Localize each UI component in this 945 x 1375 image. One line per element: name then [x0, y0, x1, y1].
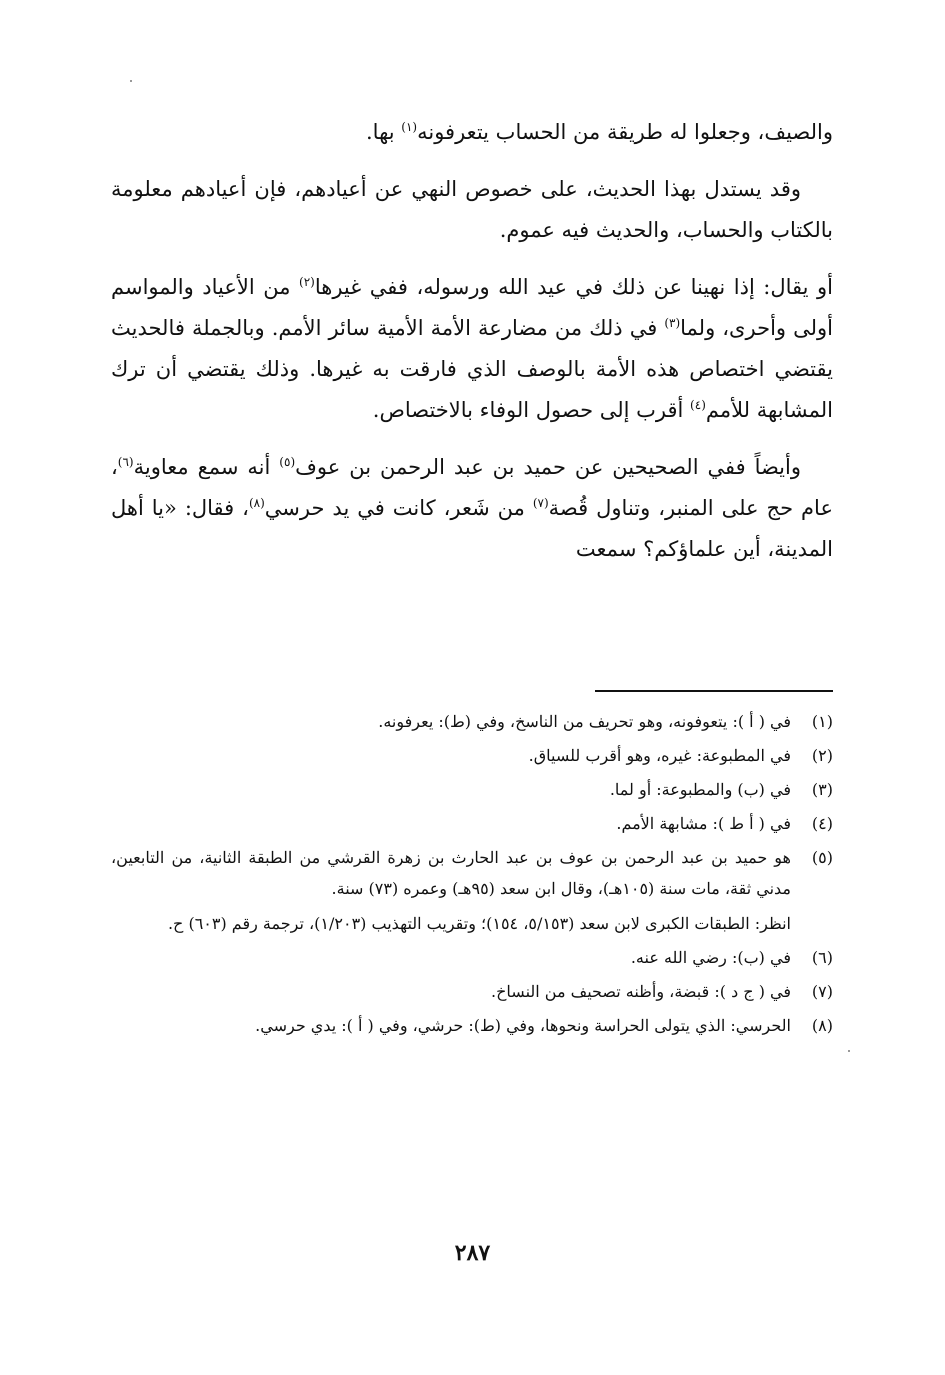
footnote-ref: (٧) — [532, 496, 549, 510]
footnote — [111, 942, 833, 973]
footnote — [111, 1010, 833, 1041]
footnote-ref: (٦) — [117, 455, 134, 469]
paragraph-1 — [111, 112, 833, 153]
footnote-number — [791, 908, 833, 939]
footnote — [111, 808, 833, 839]
footnote-number: (٢) — [811, 746, 833, 765]
paragraph-4 — [111, 447, 833, 570]
text-run: أو يقال: إذا نهينا عن ذلك في عيد الله ورسوله، ففي غيرها — [314, 275, 834, 299]
footnote-ref: (١) — [401, 120, 418, 134]
text-run: بها. — [366, 120, 402, 144]
footnote-text: في ( ج د ): قبضة، وأظنه تصحيف من النساخ. — [491, 982, 791, 1001]
footnote-text: في (ب): رضي الله عنه. — [630, 948, 791, 967]
text-run: من شَعر، كانت في يد حرسي — [264, 496, 533, 520]
footnote — [111, 740, 833, 771]
footnote-number: (٣) — [811, 780, 833, 799]
text-run: أقرب إلى حصول الوفاء بالاختصاص. — [372, 398, 691, 422]
footnote-ref: (٤) — [690, 398, 706, 412]
footnote-ref: (٣) — [664, 316, 681, 330]
footnote-text: انظر: الطبقات الكبرى لابن سعد (٥/١٥٣، ١٥٤)؛ وتقريب التهذيب (١/٢٠٣)، ترجمة رقم (٦٠٣) ح. — [167, 914, 791, 933]
footnote — [111, 976, 833, 1007]
footnote-divider — [595, 690, 833, 692]
footnote-text: هو حميد بن عبد الرحمن بن عوف بن عبد الحارث بن زهرة القرشي من الطبقة الثانية، من التابعين، مدني ثقة، مات سنة (١٠٥هـ)، وقال ابن سعد (٩٥هـ) وعمره (٧٣) سنة. — [111, 848, 791, 898]
footnote-number: (٧) — [811, 982, 833, 1001]
page-number: ٢٨٧ — [454, 1240, 491, 1266]
text-run: من الأعياد والمواسم أولى وأحرى، ولما — [111, 275, 833, 340]
footnote-ref: (٨) — [248, 496, 265, 510]
footnote-continuation — [111, 908, 833, 939]
footnote-text: في المطبوعة: غيره، وهو أقرب للسياق. — [528, 746, 791, 765]
text-run: ، عام حج على المنبر، وتناول قُصة — [111, 455, 833, 520]
footnote-text: في ( أ ط ): مشابهة الأمم. — [616, 814, 791, 833]
text-run: وأيضاً ففي الصحيحين عن حميد بن عبد الرحمن بن عوف — [295, 455, 801, 479]
scan-speck — [848, 1050, 850, 1052]
footnote — [111, 706, 833, 737]
footnote — [111, 774, 833, 805]
footnote-number: (٦) — [811, 948, 833, 967]
text-run: والصيف، وجعلوا له طريقة من الحساب يتعرفونه — [417, 120, 833, 144]
footnote-number: (٥) — [811, 848, 833, 867]
text-run: أنه سمع معاوية — [133, 455, 280, 479]
footnote-text: الحرسي: الذي يتولى الحراسة ونحوها، وفي (ط): حرشي، وفي ( أ ): يدي حرسي. — [255, 1016, 791, 1035]
text-run: ، فقال: «يا أهل المدينة، أين علماؤكم؟ سمعت — [111, 496, 833, 561]
footnote-ref: (٥) — [279, 455, 296, 469]
footnote-number: (٨) — [811, 1016, 833, 1035]
main-text — [111, 112, 833, 570]
text-run: في ذلك من مضارعة الأمة الأمية سائر الأمم. وبالجملة فالحديث يقتضي اختصاص هذه الأمة بالوصف الذي فارقت به غيرها. وذلك يقتضي أن ترك المشابهة للأمم — [111, 316, 833, 422]
paragraph-2: وقد يستدل بهذا الحديث، على خصوص النهي عن أعيادهم، فإن أعيادهم معلومة بالكتاب والحساب، والحديث فيه عموم. — [111, 177, 833, 242]
footnote-number: (٤) — [811, 814, 833, 833]
footnote-ref: (٢) — [299, 275, 315, 289]
scan-speck — [130, 80, 132, 82]
footnote-text: في (ب) والمطبوعة: أو لما. — [609, 780, 791, 799]
footnote-text: في ( أ ): يتعوفونه، وهو تحريف من الناسخ، وفي (ط): يعرفونه. — [378, 712, 791, 731]
footnote — [111, 842, 833, 904]
paragraph-3 — [111, 267, 833, 431]
footnotes — [111, 706, 833, 1044]
footnote-number: (١) — [811, 712, 833, 731]
